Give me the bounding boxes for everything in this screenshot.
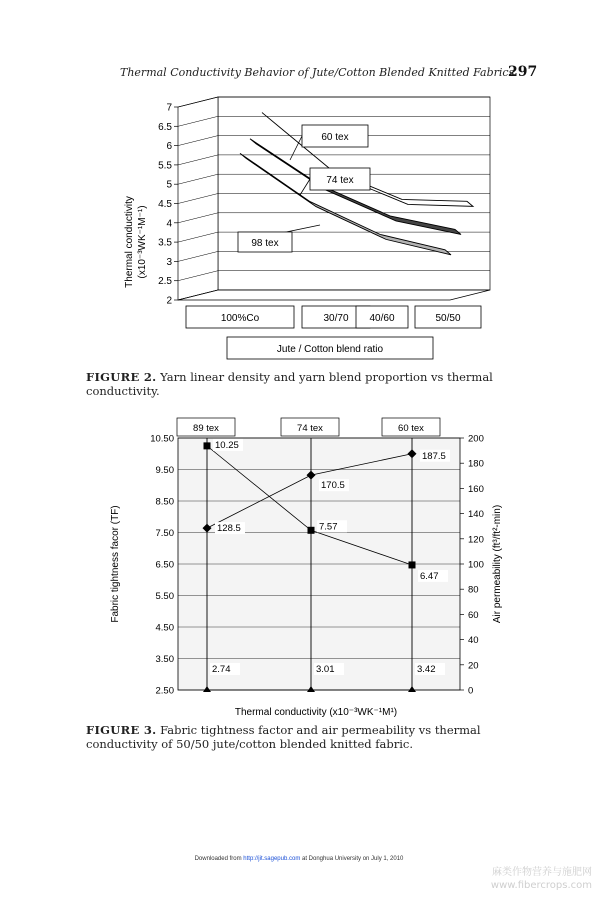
f2-y-tick-label: 4 [166, 218, 172, 230]
f2-y-tick-label: 6 [166, 141, 172, 153]
f2-y-tick-label: 4.5 [158, 199, 172, 210]
f3-left-tick-label: 7.50 [155, 528, 174, 539]
running-header [0, 64, 598, 84]
f2-y-tick-label: 7 [166, 102, 172, 114]
f2-category-boxes [186, 306, 481, 328]
f3-left-tick-label: 10.50 [150, 433, 174, 445]
f3-right-tick-label: 80 [468, 584, 479, 596]
f3-right-tick-label: 120 [468, 534, 484, 546]
f3-left-tick-label: 4.50 [155, 622, 174, 634]
f2-y-tick-label: 5 [166, 179, 172, 191]
f3-right-axis-label: Air permeability (ft³/ft²-min) [492, 504, 503, 624]
f3-square-marker [308, 527, 315, 534]
f3-data-label: 7.57 [319, 521, 338, 533]
f3-data-label: 3.01 [316, 664, 335, 675]
f3-tex-label: 89 tex [193, 423, 219, 434]
f2-y-tick-label: 6.5 [158, 121, 172, 133]
f3-data-label: 3.42 [417, 664, 436, 675]
f3-data-label: 170.5 [321, 480, 345, 492]
f2-series-label: 74 tex [326, 175, 354, 186]
watermark-line-2: www.fibercrops.com [490, 880, 592, 891]
f2-series-label: 60 tex [321, 132, 349, 143]
f2-floor [178, 290, 490, 300]
f3-data-label: 2.74 [212, 664, 231, 675]
f3-data-label: 187.5 [422, 450, 446, 462]
page-number: 297 [508, 64, 538, 80]
f3-left-tick-label: 9.50 [155, 465, 174, 476]
f2-y-tick-label: 3.5 [158, 237, 172, 249]
figure-3 [0, 408, 598, 728]
running-title: Thermal Conductivity Behavior of Jute/Cotton Blended Knitted Fabrics [120, 66, 515, 79]
f3-right-tick-label: 0 [468, 685, 474, 697]
figure-2-caption [86, 370, 536, 398]
f3-data-label: 6.47 [420, 570, 439, 582]
f2-y-tick-label: 2 [166, 295, 172, 307]
f3-tex-label: 74 tex [297, 423, 323, 434]
f3-right-tick-label: 40 [468, 635, 479, 647]
f3-left-tick-label: 8.50 [155, 496, 174, 508]
figure-2 [0, 90, 598, 390]
f3-right-tick-label: 200 [468, 433, 484, 445]
f2-category-label: 40/60 [369, 313, 395, 324]
f3-right-tick-label: 60 [468, 609, 479, 621]
figure-2-caption-text: Yarn linear density and yarn blend proportion vs thermal conductivity. [86, 370, 493, 398]
f3-right-tick-label: 180 [468, 458, 484, 470]
f2-y-axis-label-line1: Thermal conductivity [124, 196, 135, 288]
f3-left-tick-label: 5.50 [155, 591, 174, 602]
f2-category-label: 100%Co [220, 313, 260, 324]
f2-series-label: 98 tex [251, 238, 279, 249]
figure-3-caption [86, 723, 536, 751]
figure-3-caption-text: Fabric tightness factor and air permeability vs thermal conductivity of 50/50 jute/cotton blended knitted fabric. [86, 723, 481, 751]
f3-right-tick-label: 20 [468, 660, 479, 672]
f2-y-tick-label: 2.5 [158, 276, 172, 288]
f3-right-tick-labels [468, 434, 484, 697]
f3-square-marker [409, 561, 416, 568]
f2-category-label: 30/70 [323, 313, 349, 324]
f3-left-tick-labels [150, 434, 174, 697]
figure-3-chart [0, 408, 598, 726]
footer-prefix: Downloaded from [194, 856, 242, 862]
watermark-line-1: 麻类作物营养与施肥网 [492, 867, 592, 878]
f3-square-marker [204, 442, 211, 449]
f3-data-label: 10.25 [215, 439, 239, 451]
f3-tex-label: 60 tex [398, 423, 424, 434]
figure-2-caption-label: FIGURE 2. [86, 370, 157, 384]
f3-left-tick-label: 2.50 [155, 685, 174, 697]
footer-suffix: at Donghua University on July 1, 2010 [302, 856, 404, 862]
watermark [491, 866, 592, 892]
f2-y-tick-labels [158, 103, 172, 307]
f2-y-tick-label: 3 [166, 256, 172, 268]
f3-right-tick-label: 160 [468, 483, 484, 495]
f2-y-tick-label: 5.5 [158, 160, 172, 172]
footer-link[interactable]: http://jit.sagepub.com [243, 856, 301, 862]
f3-left-tick-label: 3.50 [155, 654, 174, 665]
f3-right-tick-label: 100 [468, 559, 484, 571]
f2-category-label: 50/50 [435, 313, 461, 324]
f3-right-tick-label: 140 [468, 509, 484, 521]
f3-x-axis-label: Thermal conductivity (x10⁻³WK⁻¹M¹) [234, 707, 398, 718]
f3-left-axis-label: Fabric tightness facor (TF) [110, 505, 121, 623]
f2-y-axis-label-line2: (x10⁻³WK⁻¹M⁻¹) [137, 205, 148, 279]
f3-data-label: 128.5 [217, 523, 241, 535]
figure-2-chart [0, 90, 598, 365]
figure-3-caption-label: FIGURE 3. [86, 723, 157, 737]
f3-left-tick-label: 6.50 [155, 559, 174, 571]
f2-x-axis-label: Jute / Cotton blend ratio [276, 344, 384, 355]
f3-tex-labels [177, 418, 440, 436]
